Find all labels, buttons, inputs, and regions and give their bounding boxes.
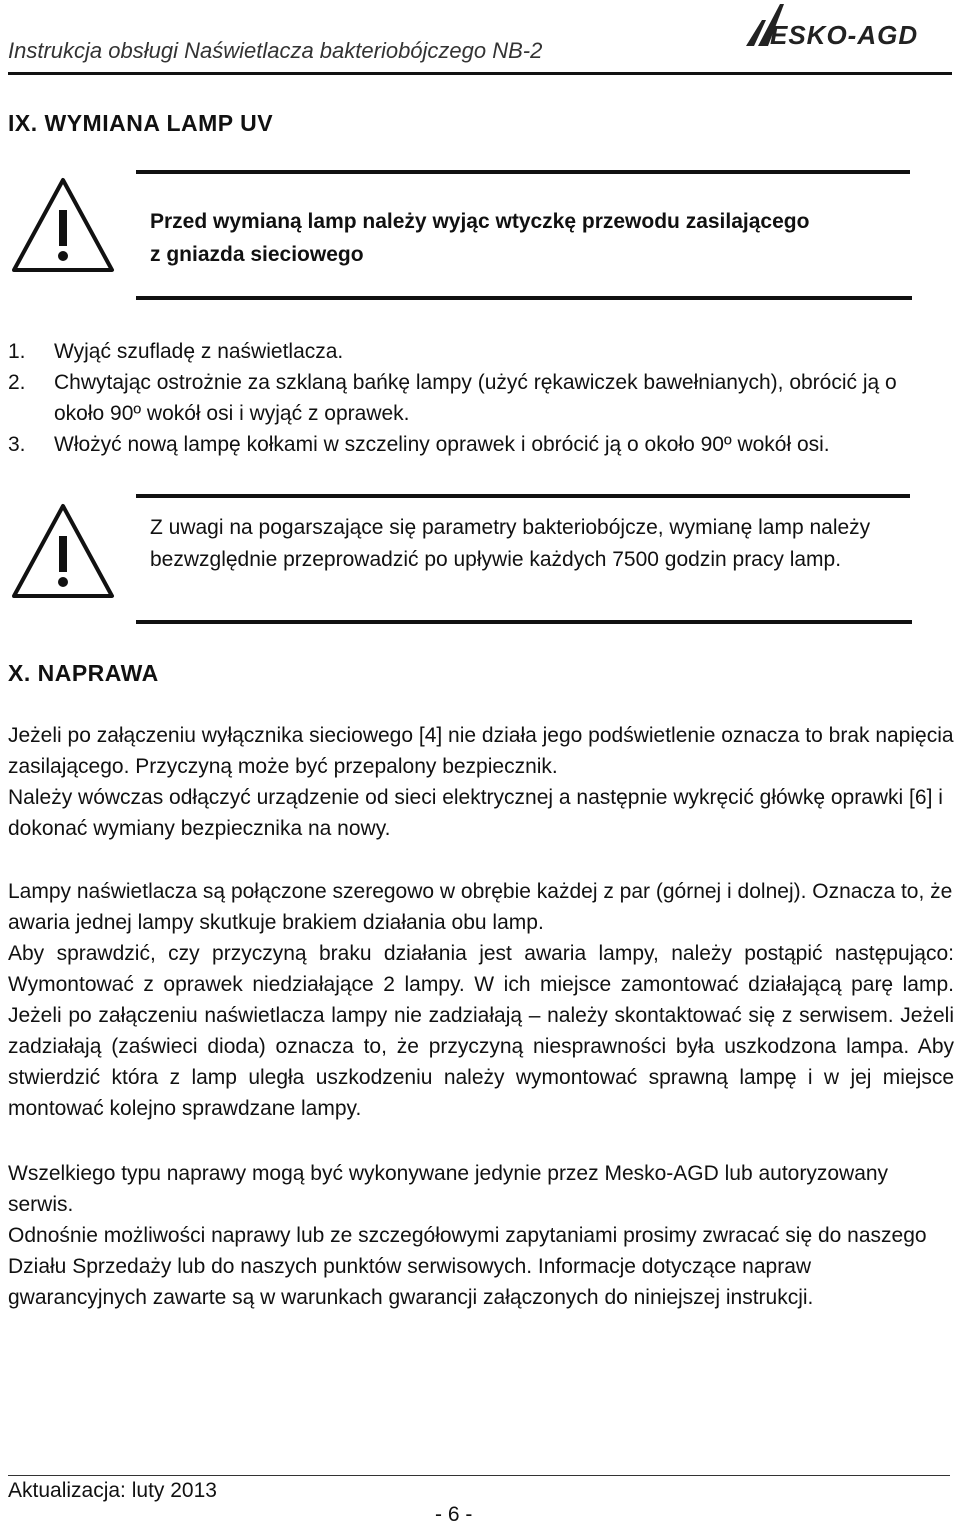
list-item	[8, 429, 952, 460]
footer-divider	[8, 1475, 950, 1476]
replacement-steps-list	[8, 336, 952, 460]
notice-top-rule	[136, 494, 910, 498]
footer-update-date: Aktualizacja: luty 2013	[8, 1479, 217, 1502]
document-header-title: Instrukcja obsługi Naświetlacza bakteriobójczego NB-2	[8, 38, 543, 63]
warning-bottom-rule	[136, 296, 912, 300]
lamp-lifetime-notice: Z uwagi na pogarszające się parametry bakteriobójcze, wymianę lamp należy bezwzględnie przeprowadzić po upływie każdych 7500 godzin pracy lamp.	[150, 516, 871, 571]
list-item	[8, 336, 952, 367]
step-text: Włożyć nową lampę kołkami w szczeliny oprawek i obrócić ją o około 90º wokół osi.	[54, 433, 830, 456]
warning-line: z gniazda sieciowego	[150, 243, 364, 266]
warning-line: Przed wymianą lamp należy wyjąc wtyczkę przewodu zasilającego	[150, 210, 810, 233]
section-title-wymiana-lamp: IX. WYMIANA LAMP UV	[8, 110, 274, 136]
paragraph: Aby sprawdzić, czy przyczyną braku działania jest awaria lampy, należy postąpić następująco: Wymontować z oprawek niedziałające 2 lampy. W ich miejsce zamontować działającą parę lamp. Jeżeli po załączeniu naświetlacza lampy nie zadziałają – należy skontaktować się z serwisem. Jeżeli zadziałają (zaświeci dioda) oznacza to, że przyczyną niesprawności była uszkodzona lampa. Aby stwierdzić która z lamp uległa uszkodzeniu należy wymontować sprawną lampę i w jej miejsce montować kolejno sprawdzane lampy.	[8, 942, 954, 1120]
paragraph: Należy wówczas odłączyć urządzenie od sieci elektrycznej a następnie wykręcić główkę oprawki [6] i dokonać wymiany bezpiecznika na nowy.	[8, 786, 943, 840]
list-item	[8, 367, 952, 429]
step-text: Wyjąć szufladę z naświetlacza.	[54, 340, 344, 363]
repair-paragraph-service	[8, 1158, 954, 1313]
svg-text:ESKO-AGD: ESKO-AGD	[770, 20, 919, 50]
step-text: Chwytając ostrożnie za szklaną bańkę lampy (użyć rękawiczek bawełnianych), obrócić ją o około 90º wokół osi i wyjąć z oprawek.	[54, 371, 897, 425]
warning-triangle-icon	[8, 174, 118, 274]
header-divider	[8, 72, 952, 75]
paragraph: Jeżeli po załączeniu wyłącznika sieciowego [4] nie działa jego podświetlenie oznacza to brak napięcia zasilającego. Przyczyną może być przepalony bezpiecznik.	[8, 724, 954, 778]
paragraph: Wszelkiego typu naprawy mogą być wykonywane jedynie przez Mesko-AGD lub autoryzowany serwis.	[8, 1162, 889, 1216]
warning-exclamation-icon	[8, 500, 118, 600]
warning-top-rule	[136, 170, 910, 174]
step-number: 3.	[8, 433, 26, 456]
repair-paragraph-lamps	[8, 876, 954, 1124]
step-number: 2.	[8, 371, 26, 394]
repair-paragraph-fuse	[8, 720, 954, 844]
page-number: - 6 -	[435, 1503, 473, 1526]
paragraph: Odnośnie możliwości naprawy lub ze szczegółowymi zapytaniami prosimy zwracać się do naszego Działu Sprzedaży lub do naszych punktów serwisowych. Informacje dotyczące napraw gwarancyjnych zawarte są w warunkach gwarancji załączonych do niniejszej instrukcji.	[8, 1224, 927, 1309]
notice-bottom-rule	[136, 620, 912, 624]
mesko-agd-logo	[740, 0, 954, 60]
section-title-naprawa: X. NAPRAWA	[8, 660, 159, 686]
paragraph: Lampy naświetlacza są połączone szeregowo w obrębie każdej z par (górnej i dolnej). Oznacza to, że awaria jednej lampy skutkuje brakiem działania obu lamp.	[8, 880, 953, 934]
warning-unplug-text	[150, 205, 910, 271]
step-number: 1.	[8, 340, 26, 363]
